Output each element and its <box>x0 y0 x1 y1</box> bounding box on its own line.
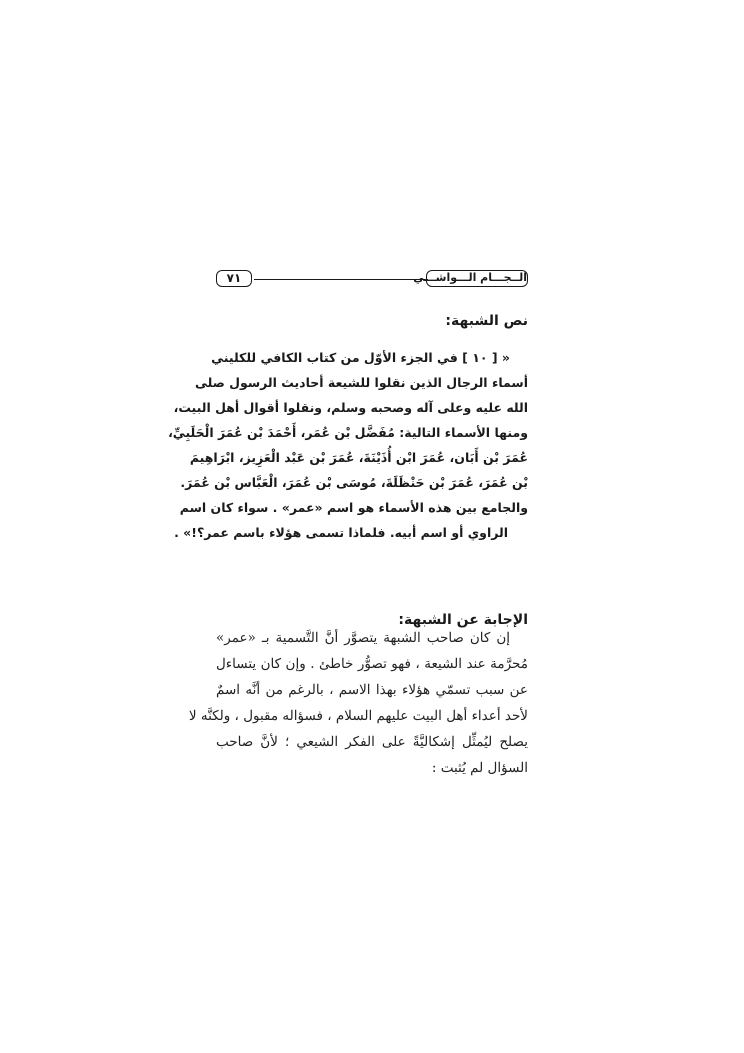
book-title: الــجـــام الـــواشـــي <box>426 270 528 287</box>
text-line: ومنها الأسماء التالية: مُفَضَّل بْن عُمَر، أَحْمَدَ بْن عُمَرَ الْحَلَبِيِّ، <box>168 425 528 440</box>
text-line: إن كان صاحب الشبهة يتصوَّر أنَّ التَّسمية بـ «عمر» <box>216 630 510 646</box>
header-rule <box>254 279 428 280</box>
text-line: يصلح ليُمثِّل إشكاليَّةً على الفكر الشيعي ؛ لأنَّ صاحب <box>216 734 528 750</box>
text-line: السؤال لم يُثبت : <box>431 760 528 776</box>
text-line: أسماء الرجال الذين نقلوا للشيعة أحاديث الرسول صلى <box>194 375 528 390</box>
doubt-quote-paragraph <box>168 345 528 545</box>
text-line: « [ ١٠ ] في الجزء الأوّل من كتاب الكافي للكليني <box>211 350 510 365</box>
answer-paragraph <box>188 625 528 781</box>
page-number: ٧١ <box>216 270 252 287</box>
text-line: عُمَرَ بْن أَبَان، عُمَرَ ابْن أُذَيْنَةَ، عُمَرَ بْن عَبْد الْعَزِيز، ابْرَاهِيمَ <box>189 450 528 465</box>
text-line: الله عليه وعلى آله وصحبه وسلم، ونقلوا أقوال أهل البيت، <box>173 400 528 415</box>
text-line: والجامع بين هذه الأسماء هو اسم «عمر» . سواء كان اسم <box>179 500 528 515</box>
text-line: مُحرَّمة عند الشيعة ، فهو تصوُّر خاطئ . وإن كان يتساءل <box>216 656 528 672</box>
text-line: بْن عُمَرَ، عُمَرَ بْن حَنْظَلَةَ، مُوسَى بْن عُمَرَ، الْعَبَّاس بْن عُمَرَ. <box>180 475 528 490</box>
section-heading-doubt: نص الشبهة: <box>445 313 528 329</box>
text-line: عن سبب تسمّي هؤلاء بهذا الاسم ، بالرغم من أنَّه اسمٌ <box>216 682 528 698</box>
running-header <box>216 270 528 290</box>
section-heading-answer: الإجابة عن الشبهة: <box>398 612 528 628</box>
text-line: الراوي أو اسم أبيه. فلماذا تسمى هؤلاء باسم عمر؟!» . <box>174 525 508 540</box>
text-line: لأحد أعداء أهل البيت عليهم السلام ، فسؤاله مقبول ، ولكنَّه لا <box>188 708 528 724</box>
